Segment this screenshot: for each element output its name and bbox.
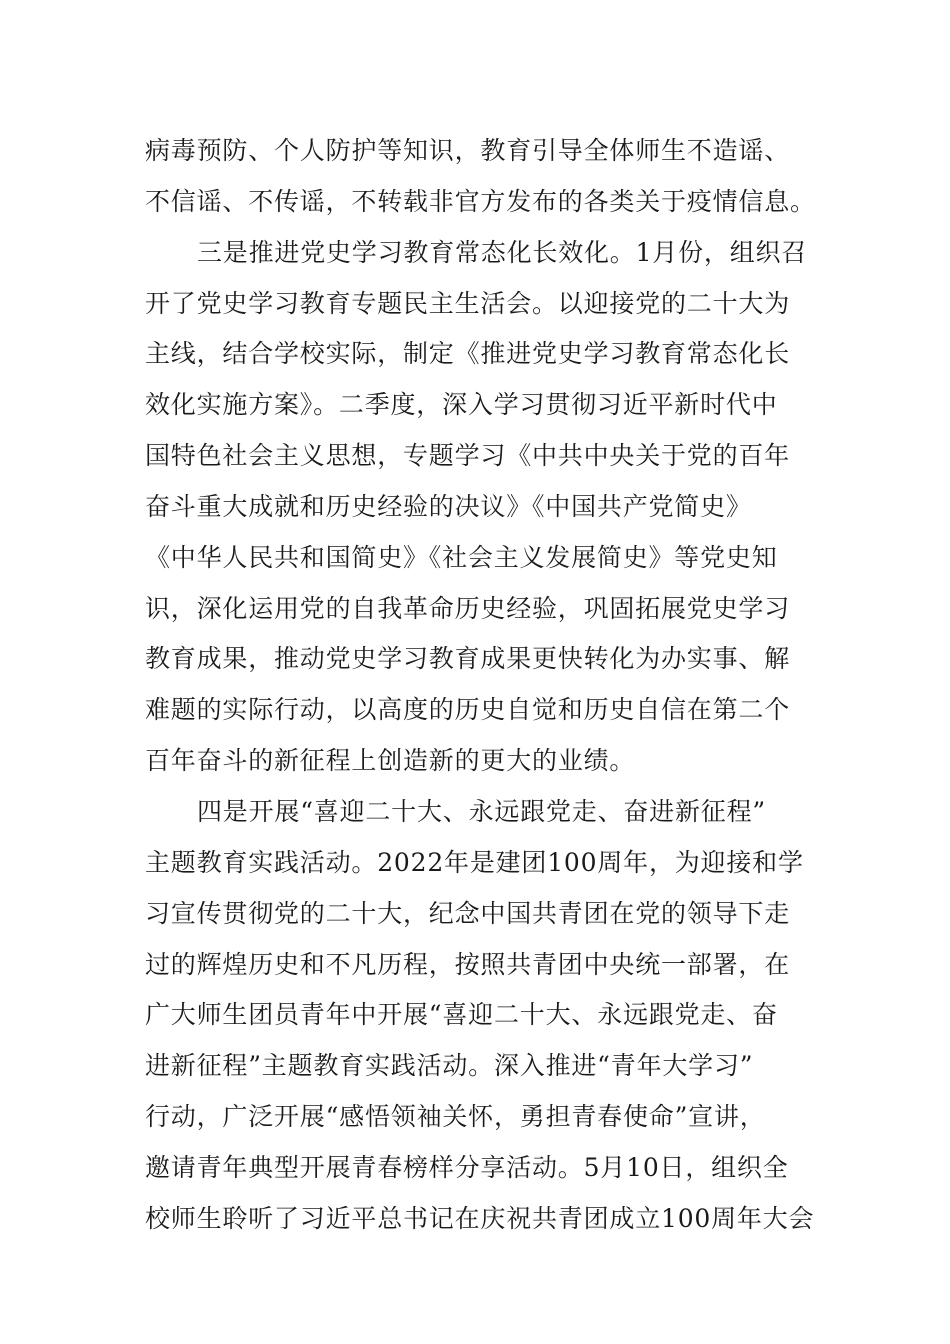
text-line: 开了党史学习教育专题民主生活会。以迎接党的二十大为 [145,288,791,318]
text-line: 过的辉煌历史和不凡历程，按照共青团中央统一部署，在 [145,949,791,979]
text-line: 邀请青年典型开展青春榜样分享活动。5月10日，组织全 [145,1152,789,1182]
text-line: 百年奋斗的新征程上创造新的更大的业绩。 [145,746,636,776]
text-line: 教育成果，推动党史学习教育成果更快转化为办实事、解 [145,644,791,674]
text-line: 进新征程”主题教育实践活动。深入推进“青年大学习” [145,1051,754,1081]
text-line: 奋斗重大成就和历史经验的决议》《中国共产党简史》 [145,491,752,521]
text-line: 难题的实际行动，以高度的历史自觉和历史自信在第二个 [145,695,791,725]
text-line: 广大师生团员青年中开展“喜迎二十大、永远跟党走、奋 [145,1000,778,1030]
paragraph-start-line: 三是推进党史学习教育常态化长效化。1月份，组织召 [197,237,808,267]
text-line: 不信谣、不传谣，不转载非官方发布的各类关于疫情信息。 [145,186,816,216]
text-line: 习宣传贯彻党的二十大，纪念中国共青团在党的领导下走 [145,898,791,928]
text-line: 效化实施方案》。二季度，深入学习贯彻习近平新时代中 [145,390,778,420]
text-line: 国特色社会主义思想，专题学习《中共中央关于党的百年 [145,441,791,471]
body-text [145,126,816,1245]
text-line: 校师生聆听了习近平总书记在庆祝共青团成立100周年大会 [145,1203,815,1233]
text-line: 识，深化运用党的自我革命历史经验，巩固拓展党史学习 [145,593,791,623]
text-line: 主题教育实践活动。2022年是建团100周年，为迎接和学 [145,847,804,877]
text-line: 行动，广泛开展“感悟领袖关怀，勇担青春使命”宣讲， [145,1102,766,1132]
text-line: 《中华人民共和国简史》《社会主义发展简史》等党史知 [145,542,778,572]
text-line: 主线，结合学校实际，制定《推进党史学习教育常态化长 [145,339,791,369]
text-line: 病毒预防、个人防护等知识，教育引导全体师生不造谣、 [145,136,791,165]
paragraph-start-line: 四是开展“喜迎二十大、永远跟党走、奋进新征程” [197,796,766,826]
